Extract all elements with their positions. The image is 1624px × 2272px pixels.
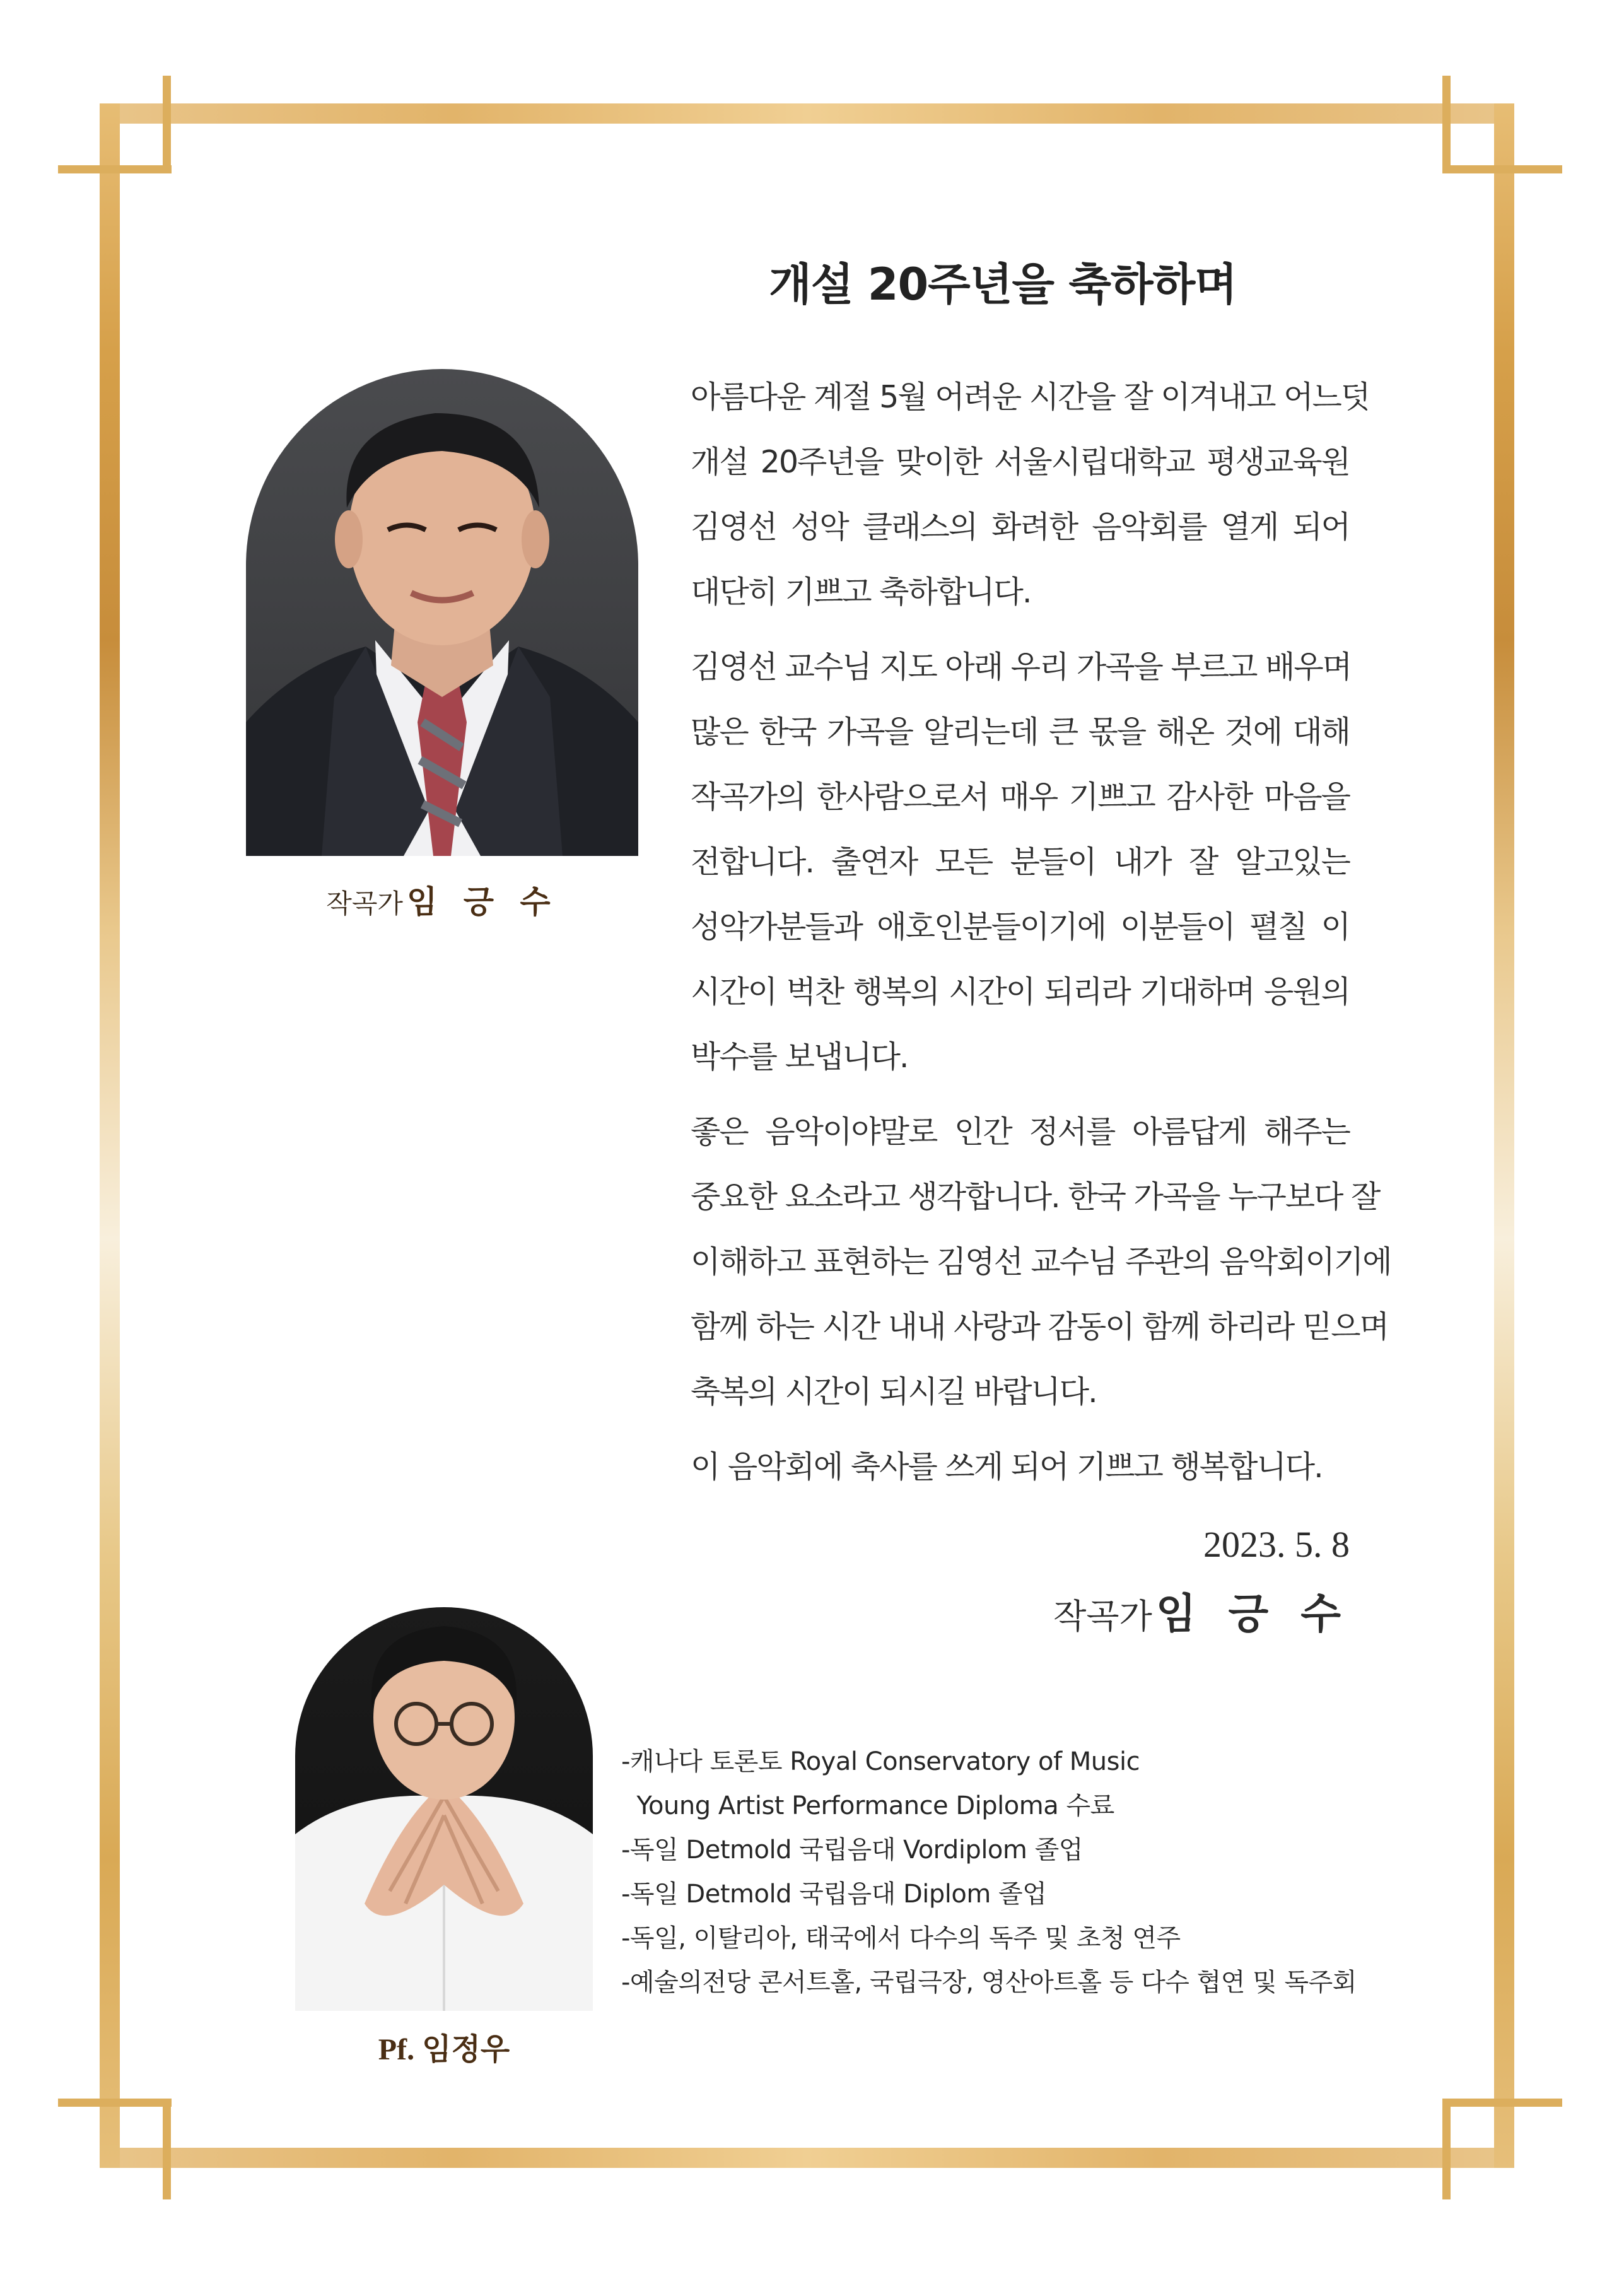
frame-right	[1494, 103, 1514, 2168]
letter-body	[691, 365, 1391, 1509]
letter-line: 김영선 교수님 지도 아래 우리 가곡을 부르고 배우며	[691, 649, 1352, 685]
corner-br-v	[1442, 2099, 1451, 2199]
corner-bl-h	[58, 2099, 172, 2107]
letter-line: 개설 20주년을 맞이한 서울시립대학교 평생교육원	[691, 444, 1350, 480]
letter-signature	[946, 1580, 1350, 1640]
letter-line: 축복의 시간이 되시길 바랍니다.	[691, 1374, 1097, 1410]
frame-top	[100, 103, 1514, 124]
composer-role: 작곡가	[326, 888, 403, 919]
letter-date: 2023. 5. 8	[1203, 1524, 1350, 1565]
pianist-caption: Pf. 임정우	[378, 2033, 510, 2066]
composer-portrait	[246, 369, 638, 856]
page-title: 개설 20주년을 축하하며	[769, 259, 1237, 310]
bio-item: -독일, 이탈리아, 태국에서 다수의 독주 및 초청 연주	[621, 1924, 1181, 1953]
frame-left	[100, 103, 120, 2168]
corner-tl-v	[163, 76, 171, 173]
signature-name: 임 긍 수	[1155, 1590, 1350, 1638]
composer-name: 임 긍 수	[407, 884, 558, 920]
composer-photo-illustration	[246, 369, 638, 856]
letter-line: 시간이 벅찬 행복의 시간이 되리라 기대하며 응원의	[691, 974, 1350, 1010]
bio-item: Young Artist Performance Diploma 수료	[621, 1791, 1114, 1820]
corner-tr-h	[1442, 165, 1562, 173]
composer-caption	[246, 877, 638, 922]
frame-bottom	[100, 2148, 1514, 2168]
letter-line: 이해하고 표현하는 김영선 교수님 주관의 음악회이기에	[691, 1244, 1391, 1280]
letter-paragraph	[691, 1099, 1391, 1424]
corner-tl-h	[58, 165, 172, 173]
letter-line: 박수를 보냅니다.	[691, 1039, 908, 1075]
pianist-portrait	[295, 1607, 593, 2011]
bio-item: -독일 Detmold 국립음대 Diplom 졸업	[621, 1880, 1047, 1909]
corner-br-h	[1442, 2099, 1562, 2107]
bio-item: -캐나다 토론토 Royal Conservatory of Music	[621, 1747, 1140, 1776]
letter-paragraph	[691, 635, 1350, 1089]
letter-paragraph	[691, 365, 1370, 624]
letter-line: 좋은 음악이야말로 인간 정서를 아름답게 해주는	[691, 1114, 1350, 1150]
letter-line: 성악가분들과 애호인분들이기에 이분들이 펼칠 이	[691, 909, 1350, 945]
bio-item: -예술의전당 콘서트홀, 국립극장, 영산아트홀 등 다수 협연 및 독주회	[621, 1968, 1357, 1997]
corner-tr-v	[1442, 76, 1451, 173]
letter-line: 함께 하는 시간 내내 사랑과 감동이 함께 하리라 믿으며	[691, 1309, 1388, 1345]
letter-line: 대단히 기쁘고 축하합니다.	[691, 574, 1031, 610]
letter-line: 많은 한국 가곡을 알리는데 큰 몫을 해온 것에 대해	[691, 714, 1350, 750]
signature-role: 작곡가	[1053, 1596, 1152, 1636]
letter-paragraph	[691, 1434, 1350, 1499]
letter-line: 작곡가의 한사람으로서 매우 기쁘고 감사한 마음을	[691, 779, 1350, 815]
letter-line: 중요한 요소라고 생각합니다. 한국 가곡을 누구보다 잘	[691, 1179, 1380, 1215]
letter-line: 아름다운 계절 5월 어려운 시간을 잘 이겨내고 어느덧	[691, 379, 1370, 415]
letter-line: 김영선 성악 클래스의 화려한 음악회를 열게 되어	[691, 509, 1350, 545]
bio-item: -독일 Detmold 국립음대 Vordiplom 졸업	[621, 1836, 1083, 1865]
pianist-bio	[621, 1740, 1441, 2005]
pianist-photo-illustration	[295, 1607, 593, 2011]
corner-bl-v	[163, 2099, 171, 2199]
letter-line: 이 음악회에 축사를 쓰게 되어 기쁘고 행복합니다.	[691, 1449, 1323, 1485]
letter-line: 전합니다. 출연자 모든 분들이 내가 잘 알고있는	[691, 844, 1350, 880]
